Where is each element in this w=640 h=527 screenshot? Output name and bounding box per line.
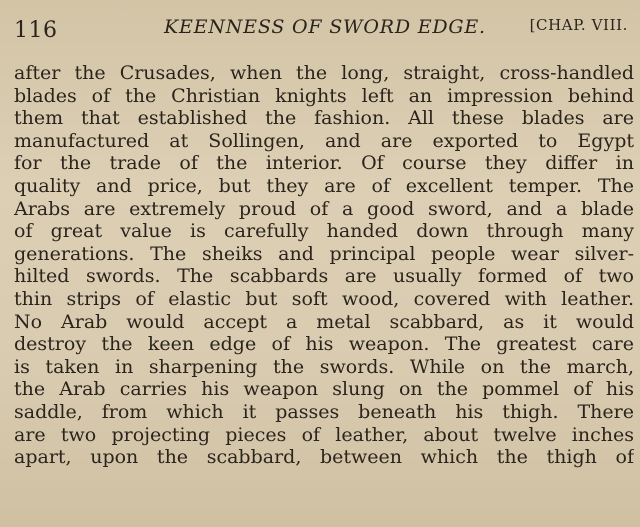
running-head: KEENNESS OF SWORD EDGE. [164,16,486,38]
text-line: Arabs are extremely proud of a good sword, and a blade [14,197,634,220]
text-line: for the trade of the interior. Of course they differ in [14,152,634,175]
body-text [14,62,634,469]
text-line: thin strips of elastic but soft wood, covered with leather. [14,287,634,310]
text-line: blades of the Christian knights left an impression behind [14,84,634,107]
text-line: saddle, from which it passes beneath his thigh. There [14,400,634,423]
text-line: quality and price, but they are of excellent temper. The [14,174,634,197]
text-line: hilted swords. The scabbards are usually formed of two [14,265,634,288]
text-line: them that established the fashion. All these blades are [14,107,634,130]
text-line: destroy the keen edge of his weapon. The greatest care [14,333,634,356]
text-line: generations. The sheiks and principal people wear silver- [14,242,634,265]
text-line: are two projecting pieces of leather, about twelve inches [14,423,634,446]
text-line: after the Crusades, when the long, straight, cross-handled [14,62,634,84]
chapter-label: [CHAP. VIII. [529,16,628,34]
page-number: 116 [14,18,58,43]
text-line: the Arab carries his weapon slung on the pommel of his [14,378,634,401]
text-line: of great value is carefully handed down through many [14,220,634,243]
text-line: is taken in sharpening the swords. While on the march, [14,355,634,378]
text-line: apart, upon the scabbard, between which the thigh of [14,446,634,469]
page-header [14,12,628,46]
text-line: manufactured at Sollingen, and are exported to Egypt [14,129,634,152]
text-line: No Arab would accept a metal scabbard, as it would [14,310,634,333]
